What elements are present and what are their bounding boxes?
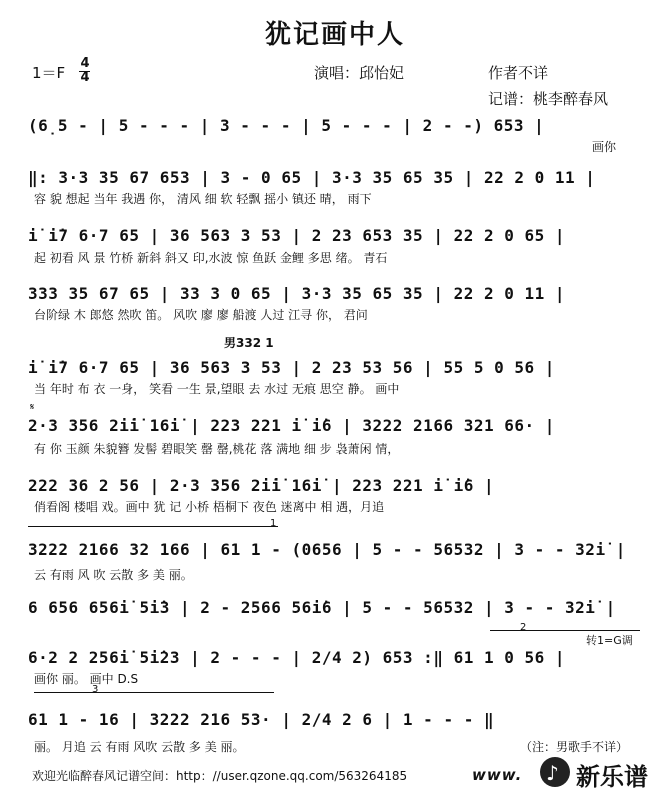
score-line-3: i̇ i̇7 6·7 65 | 36 563 3 53 | 2 23 653 35 | 22 2 0 65 | [28, 226, 566, 245]
score-line-1: (6̣5 - | 5 - - - | 3 - - - | 5 - - - | 2 - -) 653 | [28, 116, 545, 135]
music-note-icon: ♪ [546, 761, 559, 785]
song-title: 犹记画中人 [264, 20, 405, 50]
lyrics-line-1: 画你 [592, 140, 617, 154]
male-entry-mark: 男332 1 [224, 336, 274, 350]
time-signature-top: 4 [80, 56, 90, 71]
singer-note: （注：男歌手不详） [520, 740, 629, 754]
score-line-4: 333 35 67 65 | 33 3 0 65 | 3·3 35 65 35 | 22 2 0 11 | [28, 284, 566, 303]
score-line-10: 6·2 2 256i̇ 5i̇23 | 2 - - - | 2/4 2) 653 :‖ 61 1 0 56 | [28, 648, 566, 667]
lyrics-line-5: 当 年时 布 衣 一身， 笑看 一生 景,望眼 去 水过 无痕 思空 静。 画中 [34, 382, 400, 396]
logo-disc [540, 757, 570, 787]
lyrics-line-2: 容 貌 想起 当年 我遇 你， 清风 细 软 轻飘 摇小 镇还 晴， 雨下 [34, 192, 372, 206]
lyrics-line-10: 画你 丽。 画中 D.S [34, 672, 139, 686]
lyrics-line-6: 有 你 玉颜 朱貌簪 发髻 碧眼笑 罄 罄,桃花 落 满地 细 步 袅萧闲 情， [34, 442, 400, 456]
lyrics-line-8: 云 有雨 风 吹 云散 多 美 丽。 [34, 568, 193, 582]
volta-3-bracket [34, 692, 274, 693]
score-line-11: 61 1 - 16 | 3222 216 53· | 2/4 2 6 | 1 - - - ‖ [28, 710, 495, 729]
site-logo [540, 755, 668, 791]
lyrics-line-7: 俏看阁 楼唱 戏。画中 犹 记 小桥 梧桐下 夜色 迷离中 相 遇，月追 [34, 500, 385, 514]
site-prefix: www. [472, 766, 523, 784]
score-line-6: 2·3 356 2i̇i̇ 16i̇ | 223 221 i̇ i̇6 | 3222 2166 321 66· | [28, 416, 555, 435]
segno-icon: 𝄋 [30, 402, 35, 413]
time-signature-bottom: 4 [80, 70, 90, 85]
lyrics-line-11: 丽。 月追 云 有雨 风吹 云散 多 美 丽。 [34, 740, 245, 754]
score-line-5: i̇ i̇7 6·7 65 | 36 563 3 53 | 2 23 53 56 | 55 5 0 56 | [28, 358, 555, 377]
author: 作者不详 [488, 64, 549, 82]
score-line-8: 3222 2166 32 166 | 61 1 - (0656 | 5 - - 56532 | 3 - - 32i̇ | [28, 540, 626, 559]
volta-1-bracket [28, 526, 278, 527]
lyrics-line-3: 起 初看 风 景 竹桥 新斜 斜又 印,水波 惊 鱼跃 金鲤 多思 绪。 青石 [34, 251, 388, 265]
volta-2-number: 2 [520, 622, 527, 633]
score-line-2: ‖: 3·3 35 67 653 | 3 - 0 65 | 3·3 35 65 35 | 22 2 0 11 | [28, 168, 596, 187]
lyrics-line-4: 台阶绿 木 郎悠 然吹 笛。 风吹 廖 廖 船渡 人过 江寻 你， 君问 [34, 308, 368, 322]
singer: 演唱：邱怡妃 [314, 64, 405, 82]
volta-2-bracket [490, 630, 640, 631]
score-line-9: 6 656 656i̇ 5i̇3 | 2 - 2566 56i̇6 | 5 - - 56532 | 3 - - 32i̇ | [28, 598, 616, 617]
footer-text: 欢迎光临醉春风记谱空间：http：//user.qzone.qq.com/563264185 [32, 769, 408, 783]
transcriber: 记谱：桃李醉春风 [488, 90, 609, 108]
score-line-7: 222 36 2 56 | 2·3 356 2i̇i̇ 16i̇ | 223 221 i̇ i̇6 | [28, 476, 495, 495]
volta-1-number: 1 [270, 518, 277, 529]
key-signature: 1＝F [32, 64, 66, 82]
logo-text: 新乐谱 [576, 763, 648, 791]
volta-3-number: 3 [92, 684, 99, 695]
transpose-mark: 转1=G调 [586, 634, 633, 647]
